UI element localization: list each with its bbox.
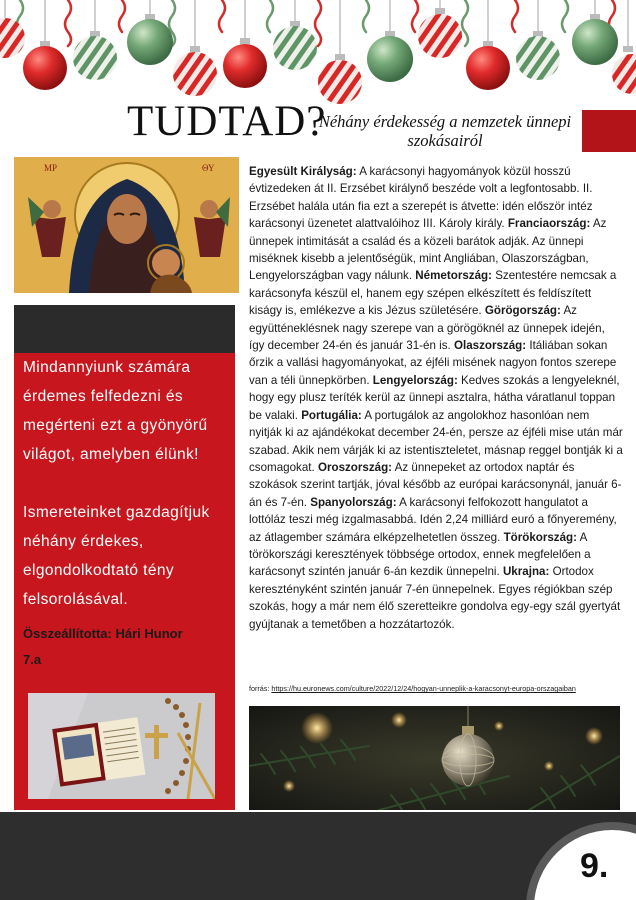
country-name: Oroszország: [317, 460, 393, 474]
article-body [249, 163, 623, 633]
country-name: Ukrajna: [502, 565, 550, 579]
source-link[interactable]: https://hu.euronews.com/culture/2022/12/24/hogyan-unneplik-a-karacsonyt-europa-orszagaiban [271, 684, 576, 693]
country-name: Törökország: [503, 530, 577, 544]
country-name: Görögország: [484, 304, 561, 318]
country-fact: A karácsonyi hagyományok közül hosszú évtizedeken át II. Erzsébet királynő beszéde volt a legfontosabb. II. Erzsébet halála után fia ezt a szerepét is átvette: idén először intéz karácsonyi üzenetet alattvalóihoz III. Károly király. [249, 165, 593, 231]
country-fact: Szentestére nemcsak a karácsonyfa készül el, hanem egy szépen elkészített és feldíszített kiságy is, emlékezve a kis Jézus születésére. [249, 269, 617, 318]
country-fact: Ortodox keresztényként szintén január 7-én ünnepelnek. Egyes régiókban szép szokás, hogy a már nem élő szeretteikre gondolva egy-egy szál gyertyát gyújtanak a temetőben a hozzátartozók. [249, 565, 621, 631]
page-subtitle: Néhány érdekesség a nemzetek ünnepi szokásairól [318, 112, 572, 150]
country-fact: A törökországi keresztények többsége ortodox, ennek megfelelően a karácsonyt szintén január 6-án kezdik ünnepelni. [249, 530, 591, 579]
source-citation [249, 685, 619, 693]
madonna-icon-image [14, 157, 239, 293]
christmas-ornament-banner [0, 0, 636, 110]
country-name: Portugália: [301, 408, 362, 422]
country-name: Spanyolország: [310, 495, 397, 509]
country-fact: Az együtténeklésnek nagy szerepe van a görögöknél az ünnepek idején, így december 24-én és január 31-én is. [249, 304, 605, 353]
country-fact: Az ünnepeket az ortodox naptár és szokások szerint tartják, jóval később az európai karácsonynál, január 6-án és 7-én. [249, 460, 622, 509]
country-fact: A portugálok az angolokhoz hasonlóan nem nyitják ki az ajándékokat december 24-én, persze az éjféli mise után már szabad. Akik nem várják ki az istentiszteletet, másnap reggel bontják ki a csomagokat. [249, 408, 623, 474]
prayer-book-image [28, 693, 215, 799]
country-name: Egyesült Királyság: [249, 165, 357, 178]
country-fact: Kedves szokás a lengyeleknél, hogy egy plusz teríték kerül az ünnepi asztalra, hátha váratlanul toppan be valaki. [249, 373, 620, 422]
intro-paragraph-2: Ismereteinket gazdagítjuk néhány érdekes, elgondolkodtató tény felsorolásával. [23, 504, 210, 608]
author-class: 7.a [23, 652, 42, 667]
svg-text:MP: MP [44, 163, 58, 173]
country-name: Lengyelország: [372, 373, 458, 387]
page-title: TUDTAD? [127, 98, 327, 145]
country-fact: Itáliában sokan őrzik a vallási hagyományokat, az éjféli misének nagyon fontos szerepe van a téli ünnepkörben. [249, 339, 617, 387]
country-name: Olaszország: [453, 339, 527, 353]
page-number: 9. [580, 847, 609, 885]
country-name: Németország: [415, 269, 492, 283]
title-accent-box [582, 110, 636, 152]
svg-text:ΘΥ: ΘΥ [202, 163, 215, 173]
country-name: Franciaország: [507, 217, 591, 231]
country-fact: A karácsonyi felfokozott hangulatot a lottóláz teszi még izgalmasabbá. Idén 2,24 milliárd euró a főnyeremény, az átlagember számára elképzelhetetlen összeg. [249, 495, 617, 544]
source-label: forrás: [249, 684, 272, 693]
page-footer [0, 812, 636, 900]
dark-accent-bar [14, 305, 235, 353]
author-name: Összeállította: Hári Hunor [23, 626, 183, 641]
intro-paragraph: Mindannyiunk számára érdemes felfedezni és megérteni ezt a gyönyörű világot, amelyben élünk! [23, 359, 208, 463]
intro-panel [14, 353, 235, 810]
christmas-tree-image [249, 706, 620, 810]
author-credit [23, 621, 231, 673]
country-fact: Az ünnepek intimitását a család és a közeli barátok adják. Az ünnepi miséknek kisebb a jelentőségük, mint Angliában, Olaszországban, Lengyelországban vagy nálunk. [249, 217, 607, 283]
